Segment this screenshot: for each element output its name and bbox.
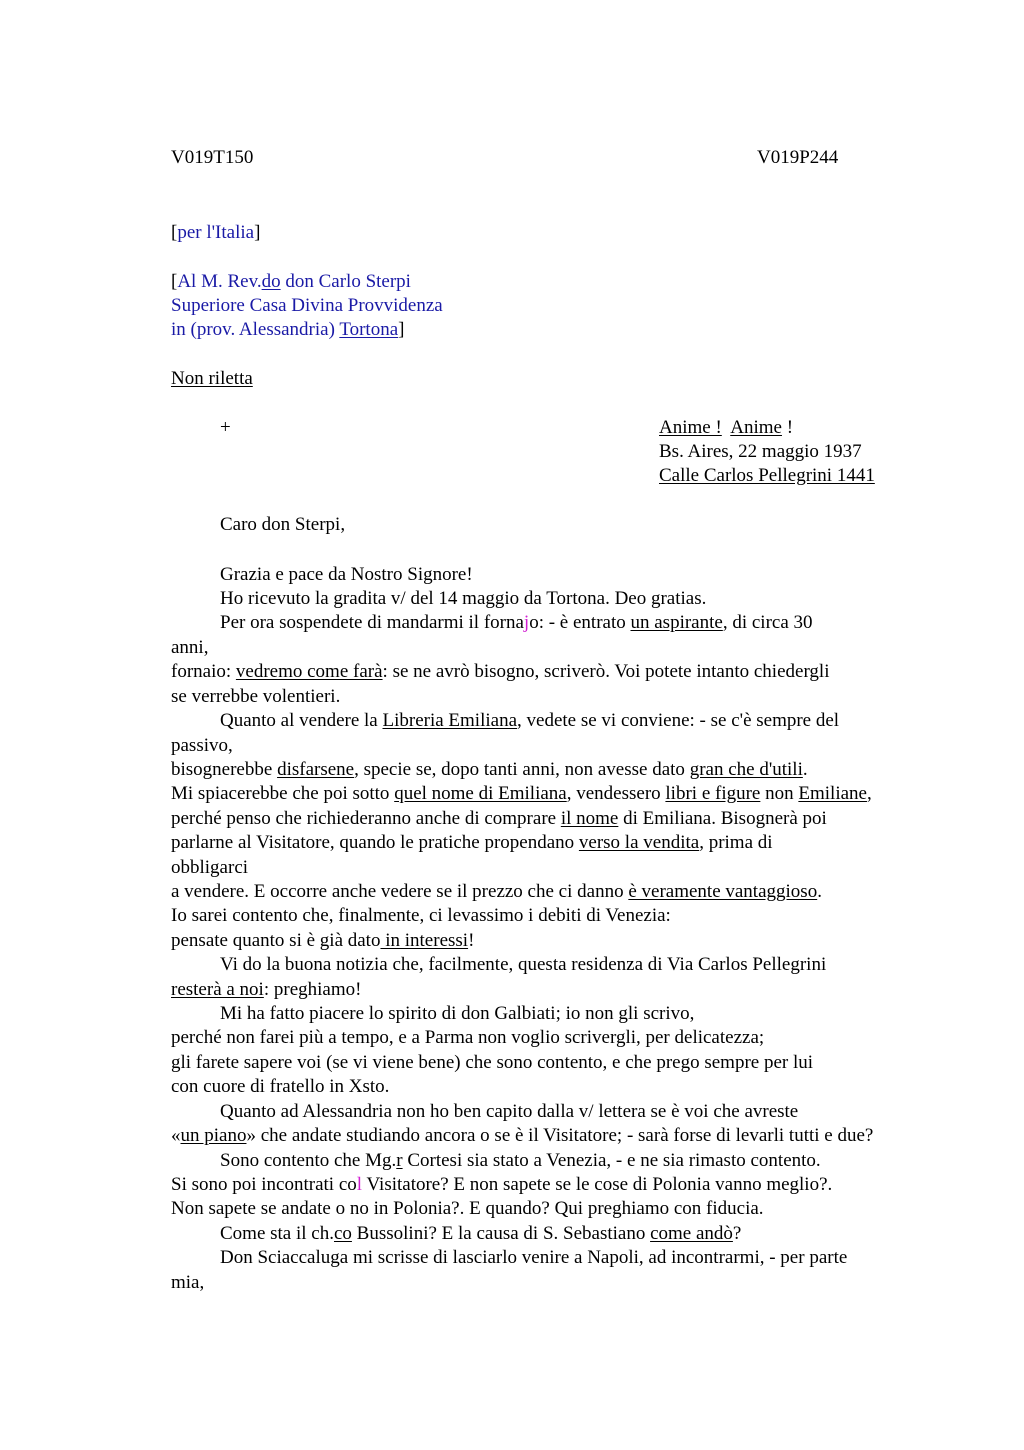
body-line: Grazia e pace da Nostro Signore! — [220, 564, 473, 585]
body-line: anni, — [171, 637, 209, 658]
body-line: fornaio: vedremo come farà: se ne avrò bisogno, scriverò. Voi potete intanto chiedergli — [171, 661, 830, 682]
addressee-line-3: in (prov. Alessandria) Tortona] — [171, 319, 405, 340]
dateline-address: Calle Carlos Pellegrini 1441 — [659, 465, 875, 486]
dateline-motto: Anime ! Anime ! — [659, 417, 794, 438]
addressee-line-1: [Al M. Rev.do don Carlo Sterpi — [171, 271, 411, 292]
body-line: obbligarci — [171, 857, 249, 878]
body-line: mia, — [171, 1272, 205, 1293]
body-line: gli farete sapere voi (se vi viene bene) che sono contento, e che prego sempre per lui — [171, 1052, 814, 1073]
body-line: Io sarei contento che, finalmente, ci levassimo i debiti di Venezia: — [171, 905, 671, 926]
body-line: Si sono poi incontrati col Visitatore? E non sapete se le cose di Polonia vanno meglio?. — [171, 1174, 833, 1195]
body-line: Quanto al vendere la Libreria Emiliana, vedete se vi conviene: - se c'è sempre del — [220, 710, 840, 731]
body-line: Mi spiacerebbe che poi sotto quel nome di Emiliana, vendessero libri e figure non Emiliane, — [171, 783, 872, 804]
body-line: perché penso che richiederanno anche di comprare il nome di Emiliana. Bisognerà poi — [171, 808, 827, 829]
greeting: Caro don Sterpi, — [220, 514, 346, 535]
addressee-line-2: Superiore Casa Divina Provvidenza — [171, 295, 443, 316]
body-line: se verrebbe volentieri. — [171, 686, 341, 707]
destination-line: [per l'Italia] — [171, 222, 261, 243]
body-line: Come sta il ch.co Bussolini? E la causa di S. Sebastiano come andò? — [220, 1223, 742, 1244]
body-line: Ho ricevuto la gradita v/ del 14 maggio da Tortona. Deo gratias. — [220, 588, 707, 609]
body-line: Sono contento che Mg.r Cortesi sia stato a Venezia, - e ne sia rimasto contento. — [220, 1150, 821, 1171]
body-line: Quanto ad Alessandria non ho ben capito dalla v/ lettera se è voi che avreste — [220, 1101, 799, 1122]
body-line: «un piano» che andate studiando ancora o se è il Visitatore; - sarà forse di levarli tutti e due? — [171, 1125, 874, 1146]
body-line: parlarne al Visitatore, quando le pratiche propendano verso la vendita, prima di — [171, 832, 773, 853]
body-line: a vendere. E occorre anche vedere se il prezzo che ci danno è veramente vantaggioso. — [171, 881, 822, 902]
body-line: bisognerebbe disfarsene, specie se, dopo tanti anni, non avesse dato gran che d'utili. — [171, 759, 808, 780]
not-reread-note: Non riletta — [171, 368, 253, 389]
body-line: Don Sciaccaluga mi scrisse di lasciarlo venire a Napoli, ad incontrarmi, - per parte — [220, 1247, 848, 1268]
body-line: perché non farei più a tempo, e a Parma non voglio scrivergli, per delicatezza; — [171, 1027, 765, 1048]
dateline-place-date: Bs. Aires, 22 maggio 1937 — [659, 441, 862, 462]
body-line: Vi do la buona notizia che, facilmente, questa residenza di Via Carlos Pellegrini — [220, 954, 827, 975]
cross-mark: + — [220, 417, 231, 438]
body-line: Non sapete se andate o no in Polonia?. E quando? Qui preghiamo con fiducia. — [171, 1198, 764, 1219]
body-line: con cuore di fratello in Xsto. — [171, 1076, 390, 1097]
body-line: passivo, — [171, 735, 233, 756]
document-code-right: V019P244 — [757, 147, 839, 168]
body-line: Mi ha fatto piacere lo spirito di don Galbiati; io non gli scrivo, — [220, 1003, 695, 1024]
document-code-left: V019T150 — [171, 147, 254, 168]
body-line: Per ora sospendete di mandarmi il fornajo: - è entrato un aspirante, di circa 30 — [220, 612, 813, 633]
body-line: pensate quanto si è già dato in interessi! — [171, 930, 475, 951]
body-line: resterà a noi: preghiamo! — [171, 979, 362, 1000]
